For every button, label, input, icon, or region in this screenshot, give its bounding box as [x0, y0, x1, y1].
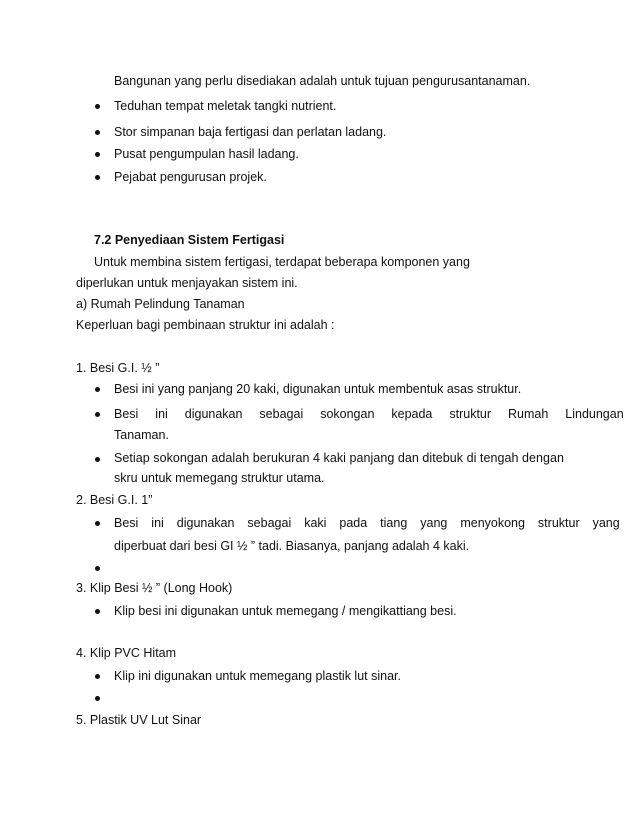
section-paragraph: diperlukan untuk menjayakan sistem ini.: [76, 276, 298, 290]
bullet-icon: [95, 457, 100, 462]
intro-item: Pejabat pengurusan projek.: [114, 170, 267, 184]
bullet-icon: [95, 412, 100, 417]
subsection-heading: a) Rumah Pelindung Tanaman: [76, 297, 245, 311]
list-item-text: Besi ini digunakan sebagai kaki pada tiang yang menyokong struktur yang: [114, 516, 620, 530]
list-item-title: 5. Plastik UV Lut Sinar: [76, 713, 202, 727]
list-item-text: Besi ini digunakan sebagai sokongan kepada struktur Rumah Lindungan: [114, 407, 624, 421]
intro-heading: Bangunan yang perlu disediakan adalah untuk tujuan pengurusantanaman.: [114, 74, 531, 88]
list-item-text: Klip ini digunakan untuk memegang plastik lut sinar.: [114, 669, 401, 683]
list-item-text: Setiap sokongan adalah berukuran 4 kaki panjang dan ditebuk di tengah dengan: [114, 451, 564, 465]
list-item-text: Klip besi ini digunakan untuk memegang / mengikattiang besi.: [114, 604, 457, 618]
bullet-icon: [95, 152, 100, 157]
bullet-icon: [95, 130, 100, 135]
intro-item: Teduhan tempat meletak tangki nutrient.: [114, 99, 337, 113]
bullet-icon: [95, 387, 100, 392]
bullet-icon: [95, 674, 100, 679]
bullet-icon: [95, 696, 100, 701]
list-item-title: 1. Besi G.I. ½ ”: [76, 361, 160, 375]
bullet-icon: [95, 521, 100, 526]
bullet-icon: [95, 609, 100, 614]
section-paragraph: Untuk membina sistem fertigasi, terdapat beberapa komponen yang: [94, 255, 470, 269]
intro-item: Stor simpanan baja fertigasi dan perlatan ladang.: [114, 125, 387, 139]
list-item-title: 2. Besi G.I. 1”: [76, 493, 153, 507]
list-item-text: Besi ini yang panjang 20 kaki, digunakan untuk membentuk asas struktur.: [114, 382, 522, 396]
list-item-text: Tanaman.: [114, 428, 169, 442]
list-item-title: 4. Klip PVC Hitam: [76, 646, 177, 660]
bullet-icon: [95, 175, 100, 180]
list-item-title: 3. Klip Besi ½ ” (Long Hook): [76, 581, 233, 595]
bullet-icon: [95, 104, 100, 109]
requirements-text: Keperluan bagi pembinaan struktur ini adalah :: [76, 318, 335, 332]
intro-item: Pusat pengumpulan hasil ladang.: [114, 147, 299, 161]
list-item-text: diperbuat dari besi GI ½ ” tadi. Biasanya, panjang adalah 4 kaki.: [114, 539, 470, 553]
section-title: 7.2 Penyediaan Sistem Fertigasi: [94, 233, 285, 247]
list-item-text: skru untuk memegang struktur utama.: [114, 471, 325, 485]
bullet-icon: [95, 566, 100, 571]
